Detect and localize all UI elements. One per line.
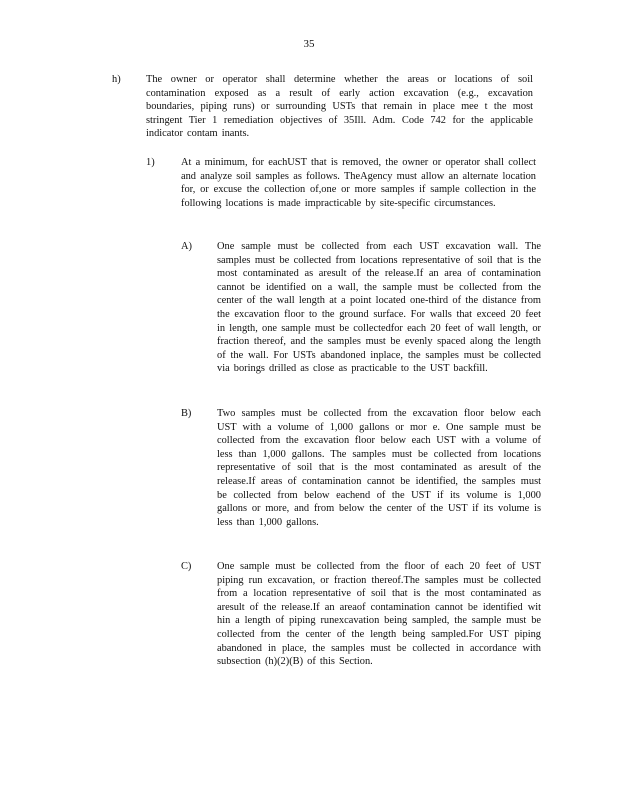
item-b-label: B) (181, 408, 192, 419)
item-a-paragraph: One sample must be collected from each UST excavation wall. The samples must be collected from locations representative of soil that is the most contaminated as aresult of the release.If an area of contamination cannot be identified on a wall, the sample must be collected from the center of the wall length at a point located one-third of the distance from the excavation floor to the ground surface. For walls that exceed 20 feet in length, one sample must be collectedfor each 20 feet of wall length, or fraction thereof, and the samples must be evenly spaced along the length of the wall. For USTs abandoned inplace, the samples must be collected via borings drilled as close as practicable to the UST backfill. (217, 241, 541, 375)
item-a-label: A) (181, 241, 192, 252)
subsection-1-label: 1) (146, 157, 155, 168)
section-h-label: h) (112, 74, 121, 85)
subsection-1-paragraph: At a minimum, for eachUST that is removed, the owner or operator shall collect and analyze soil samples as follows. TheAgency must allow an alternate location for, or excuse the collection of,one or more samples if sample collection in the following locations is made impracticable by site-specific circumstances. (181, 157, 536, 209)
page-number: 35 (303, 38, 315, 50)
item-c-label: C) (181, 561, 192, 572)
item-c-paragraph: One sample must be collected from the floor of each 20 feet of UST piping run excavation, or fraction thereof.The samples must be collected from a location representative of soil that is the most contaminated as aresult of the release.If an areaof contamination cannot be identified wit hin a length of piping runexcavation being sampled, the sample must be collected from the center of the length being sampled.For UST piping abandoned in place, the samples must be collected in accordance with subsection (h)(2)(B) of this Section. (217, 561, 541, 668)
section-h-paragraph: The owner or operator shall determine whether the areas or locations of soil contamination exposed as a result of early action excavation (e.g., excavation boundaries, piping runs) or surrounding USTs that remain in place mee t the most stringent Tier 1 remediation objectives of 35Ill. Adm. Code 742 for the applicable indicator contam inants. (146, 74, 533, 140)
item-b-paragraph: Two samples must be collected from the excavation floor below each UST with a volume of 1,000 gallons or mor e. One sample must be collected from the excavation floor below each UST with a volume of less than 1,000 gallons. The samples must be collected from locations representative of soil that is the most contaminated as aresult of the release.If areas of contamination cannot be identified, the samples must be collected from below eachend of the UST if its volume is 1,000 gallons or more, and from below the center of the UST if its volume is less than 1,000 gallons. (217, 408, 541, 528)
